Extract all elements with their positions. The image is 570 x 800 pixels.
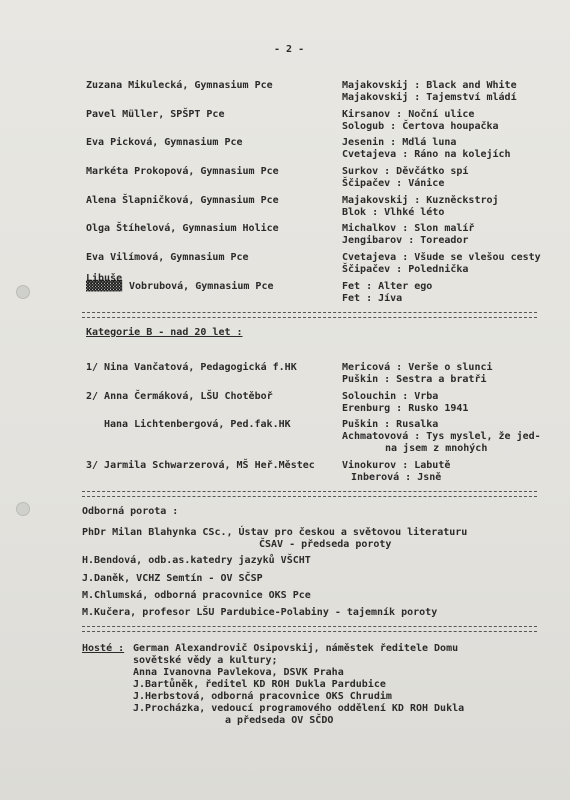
divider [82, 626, 537, 632]
jury-member: H.Bendová, odb.as.katedry jazyků VŠCHT [82, 555, 311, 566]
contestant-work: na jsem z mnohých [385, 443, 488, 454]
contestant-work: Puškin : Rusalka [342, 419, 439, 430]
punch-hole-icon [16, 285, 30, 299]
contestant-work: Sologub : Čertova houpačka [342, 121, 499, 132]
contestant-work: Erenburg : Rusko 1941 [342, 403, 469, 414]
contestant-work: Puškin : Sestra a bratři [342, 374, 487, 385]
contestant-name: 3/ Jarmila Schwarzerová, MŠ Heř.Městec [86, 460, 315, 471]
contestant-work: Fet : Jíva [342, 293, 403, 304]
jury-member: M.Chlumská, odborná pracovnice OKS Pce [82, 590, 311, 601]
contestant-name: 2/ Anna Čermáková, LŠU Chotěboř [86, 391, 273, 402]
contestant-work: Solouchin : Vrba [342, 391, 439, 402]
contestant-name: Olga Štíhelová, Gymnasium Holice [86, 223, 279, 234]
contestant-work: Majakovskij : Black and White [342, 80, 517, 91]
guest-line: a předseda OV SČDO [225, 715, 334, 726]
jury-member: J.Daněk, VCHZ Semtín - OV SČSP [82, 573, 263, 584]
contestant-work: Cvetajeva : Všude se vlešou cesty [342, 252, 541, 263]
page-number: - 2 - [274, 44, 305, 55]
handwritten-correction: Libuše [86, 273, 123, 284]
contestant-work: Kirsanov : Noční ulice [342, 109, 475, 120]
contestant-work: Ščipačev : Vánice [342, 178, 445, 189]
contestant-work: Fet : Alter ego [342, 281, 433, 292]
contestant-name: Vobrubová, Gymnasium Pce [129, 281, 274, 292]
punch-hole-icon [16, 502, 30, 516]
contestant-work: Majakovskij : Tajemství mládí [342, 92, 517, 103]
jury-member-role: ČSAV - předseda poroty [259, 539, 392, 550]
contestant-name: Hana Lichtenbergová, Ped.fak.HK [104, 419, 291, 430]
guest-line: German Alexandrovič Osipovskij, náměstek ředitele Domu [133, 643, 459, 654]
contestant-work: Surkov : Děvčátko spí [342, 166, 469, 177]
contestant-work: Achmatovová : Tys myslel, že jed- [342, 431, 541, 442]
contestant-name: Markéta Prokopová, Gymnasium Pce [86, 166, 279, 177]
section-heading: Kategorie B - nad 20 let : [86, 327, 243, 338]
guest-line: J.Herbstová, odborná pracovnice OKS Chrudim [133, 691, 392, 702]
contestant-work: Michalkov : Slon malíř [342, 223, 475, 234]
section-heading: Hosté : [82, 643, 125, 654]
contestant-work: Mericová : Verše o slunci [342, 362, 493, 373]
contestant-name: 1/ Nina Vančatová, Pedagogická f.HK [86, 362, 297, 373]
contestant-name: Alena Šlapničková, Gymnasium Pce [86, 195, 279, 206]
contestant-name: Eva Picková, Gymnasium Pce [86, 137, 243, 148]
jury-member: M.Kučera, profesor LŠU Pardubice-Polabiny - tajemník poroty [82, 607, 438, 618]
guest-line: J.Bartůněk, ředitel KD ROH Dukla Pardubice [133, 679, 386, 690]
divider [82, 491, 537, 497]
contestant-work: Ščipačev : Polednička [342, 264, 469, 275]
contestant-work: Jesenin : Mdlá luna [342, 137, 457, 148]
contestant-name: Pavel Müller, SPŠPT Pce [86, 109, 225, 120]
contestant-name: Zuzana Mikulecká, Gymnasium Pce [86, 80, 273, 91]
contestant-work: Vinokurov : Labutě [342, 460, 451, 471]
guest-line: Anna Ivanovna Pavlekova, DSVK Praha [133, 667, 344, 678]
contestant-work: Cvetajeva : Ráno na kolejích [342, 149, 511, 160]
contestant-work: Majakovskij : Kuzněckstroj [342, 195, 499, 206]
struck-out-text: ▓▓▓▓▓▓ [86, 281, 123, 292]
contestant-name: Eva Vilímová, Gymnasium Pce [86, 252, 249, 263]
divider [82, 312, 537, 318]
contestant-work: Jengibarov : Toreador [342, 235, 469, 246]
contestant-work: Blok : Vlhké léto [342, 207, 445, 218]
section-heading: Odborná porota : [82, 506, 179, 517]
contestant-work: Inberová : Jsně [351, 472, 442, 483]
guest-line: J.Procházka, vedoucí programového oddělení KD ROH Dukla [133, 703, 465, 714]
jury-member: PhDr Milan Blahynka CSc., Ústav pro českou a světovou literaturu [82, 527, 468, 538]
guest-line: sovětské vědy a kultury; [133, 655, 278, 666]
